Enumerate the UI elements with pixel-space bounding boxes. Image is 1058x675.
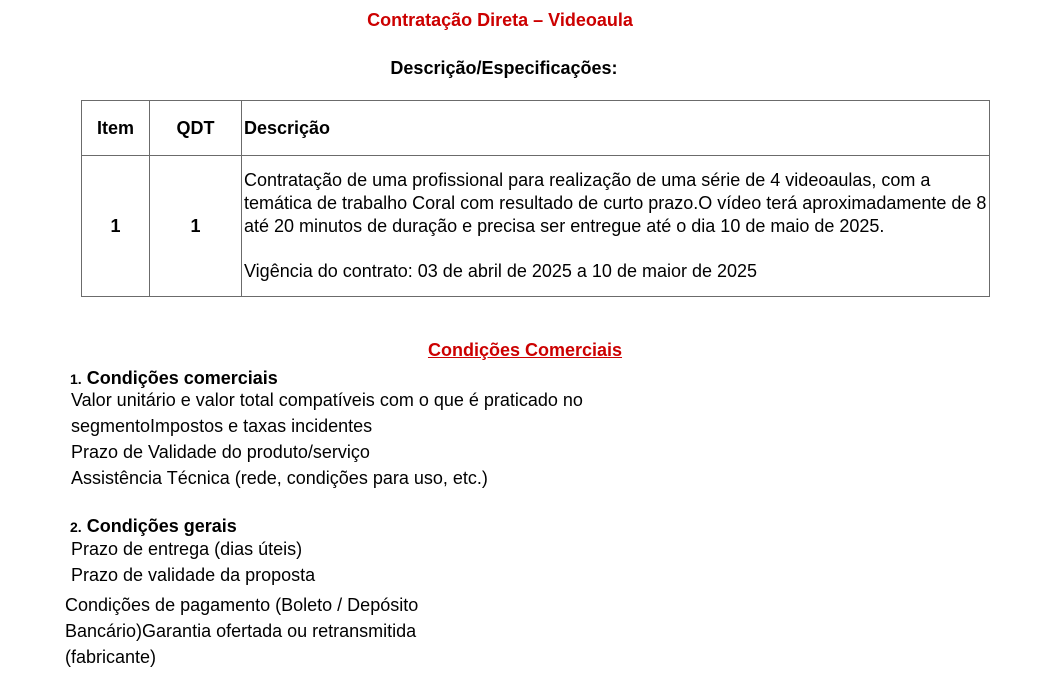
cell-qdt: 1 — [150, 156, 242, 297]
heading-commercial-conditions — [70, 368, 278, 389]
section-title-commercial-conditions: Condições Comerciais — [427, 340, 623, 360]
list-item: Condições de pagamento (Boleto / Depósito — [65, 595, 419, 615]
list-item: Bancário)Garantia ofertada ou retransmitida — [65, 621, 417, 641]
document-subtitle: Descrição/Especificações: — [390, 58, 618, 78]
heading-text: Condições comerciais — [86, 368, 278, 388]
cell-description — [242, 156, 990, 297]
header-description: Descrição — [242, 101, 990, 156]
table-row — [82, 156, 990, 297]
header-item: Item — [82, 101, 150, 156]
list-item: Prazo de entrega (dias úteis) — [71, 539, 303, 559]
document-title: Contratação Direta – Videoaula — [367, 10, 633, 30]
table-header-row — [82, 101, 990, 156]
header-qdt: QDT — [150, 101, 242, 156]
list-item: (fabricante) — [65, 647, 157, 667]
heading-general-conditions — [70, 516, 237, 537]
description-text: Contratação de uma profissional para realização de uma série de 4 videoaulas, com a temática de trabalho Coral com resultado de curto prazo.O vídeo terá aproximadamente de 8 até 20 minutos de duração e precisa ser entregue até o dia 10 de maio de 2025. — [244, 170, 987, 236]
heading-number: 2. — [70, 519, 82, 535]
list-item: Valor unitário e valor total compatíveis com o que é praticado no — [71, 390, 583, 410]
cell-item: 1 — [82, 156, 150, 297]
list-item: segmentoImpostos e taxas incidentes — [71, 416, 373, 436]
list-item: Prazo de validade da proposta — [71, 565, 316, 585]
heading-text: Condições gerais — [86, 516, 237, 536]
contract-validity: Vigência do contrato: 03 de abril de 2025 a 10 de maior de 2025 — [244, 261, 758, 281]
list-item: Assistência Técnica (rede, condições para uso, etc.) — [71, 468, 488, 488]
heading-number: 1. — [70, 371, 82, 387]
specification-table — [81, 100, 990, 297]
list-item: Prazo de Validade do produto/serviço — [71, 442, 370, 462]
